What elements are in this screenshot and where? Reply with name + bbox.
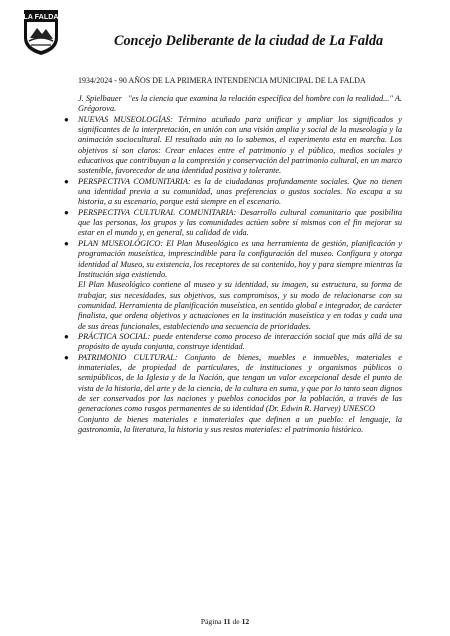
item-text: PLAN MUSEOLÓGICO: El Plan Museológico es una herramienta de gestión, planificación y programación museística, imprescindible para la configuración del museo. Configura y otorga identidad al Museo, su existencia, los receptores de su contenido, hoy y para siempre mientras la Institución siga existiendo. [78, 238, 402, 279]
list-item [64, 114, 402, 177]
bullet-icon: ● [64, 331, 69, 341]
list-item [64, 176, 402, 208]
item-continuation: El Plan Museológico contiene al museo y su identidad, su imagen, su estructura, su forma de trabajar, sus necesidades, sus objetivos, sus compromisos, y su modo de relacionarse con su comunidad. Herramienta de planificación museística, en sentido global e integrador, de carácter finalista, que ordena objetivos y actuaciones en la institución museística y en todas y cada una de sus áreas funcionales, estableciendo una secuencia de prioridades. [78, 280, 402, 331]
item-text: PERSPECTIVA CULTURAL COMUNITARIA: Desarrollo cultural comunitario que posibilita que las personas, los grupos y las comunidades actúen sobre sí mismos con el fin mejorar su estar en el mundo y, en general, su calidad de vida. [78, 207, 402, 238]
page-title: Concejo Deliberante de la ciudad de La Falda [114, 33, 384, 49]
glossary-list [64, 114, 402, 436]
page-footer [0, 617, 450, 626]
item-text: NUEVAS MUSEOLOGÍAS: Término acuñado para unificar y ampliar los significados y significantes de la interpretación, en unión con una visión amplia y social de la museología y la animación sociocultural. El resultado aún no lo sabemos, el experimento esta en marcha. Los objetivos sí son claros: Crear enlaces entre el patrimonio y el público, medios sociales y educativos que contribuyan a la compresión y conservación del patrimonio cultural, en un marco sostenible, favorecedor de una identidad positiva y tolerante. [78, 114, 402, 176]
page-subtitle: 1934/2024 - 90 AÑOS DE LA PRIMERA INTENDENCIA MUNICIPAL DE LA FALDA [78, 76, 366, 85]
list-item [64, 352, 402, 436]
item-text: PRÁCTICA SOCIAL: puede entenderse como proceso de interacción social que más allá de su propósito de ayuda conjunta, construye identidad. [78, 331, 402, 352]
bullet-icon: ● [64, 238, 69, 248]
list-item [64, 207, 402, 239]
item-text: PERSPECTIVA COMUNITARIA: es la de ciudadanos profundamente sociales. Que no tienen una identidad previa a su comunidad, unas preferencias o gustos sociales. No escapa a su historia, a su escenario, porque está siempre en el escenario. [78, 176, 402, 207]
bullet-icon: ● [64, 207, 69, 217]
page-current: 11 [223, 617, 231, 626]
item-continuation: Conjunto de bienes materiales e inmateriales que definen a un pueblo: el lenguaje, la gastronomía, la literatura, la historia y sus restos materiales: el patrimonio histórico. [78, 414, 402, 434]
intro-paragraph: J. Spielbauer "es la ciencia que examina la relación específica del hombre con la realidad..." A. Grégorova. [78, 94, 402, 114]
item-text: PATRIMONIO CULTURAL: Conjunto de bienes, muebles e inmuebles, materiales e inmateriales, de propiedad de particulares, de instituciones y organismos públicos o semipúblicos, de la Iglesia y de la Nación, que tengan un valor excepcional desde el punto de vista de la historia, del arte y de la ciencia, de la cultura en suma, y que por lo tanto sean dignos de ser conservados por las naciones y pueblos conocidos por la población, a través de las generaciones como rasgos permanentes de su identidad (Dr. Edwin R. Harvey) UNESCO [78, 352, 402, 414]
list-item [64, 238, 402, 332]
page-of: de [232, 617, 240, 626]
bullet-icon: ● [64, 352, 69, 362]
council-logo [22, 8, 60, 56]
page-word: Página [200, 617, 222, 626]
logo-text: LA FALDA [23, 12, 59, 21]
bullet-icon: ● [64, 176, 69, 186]
bullet-icon: ● [64, 114, 69, 124]
list-item [64, 331, 402, 353]
page-total: 12 [241, 617, 250, 626]
document-body [64, 94, 402, 435]
